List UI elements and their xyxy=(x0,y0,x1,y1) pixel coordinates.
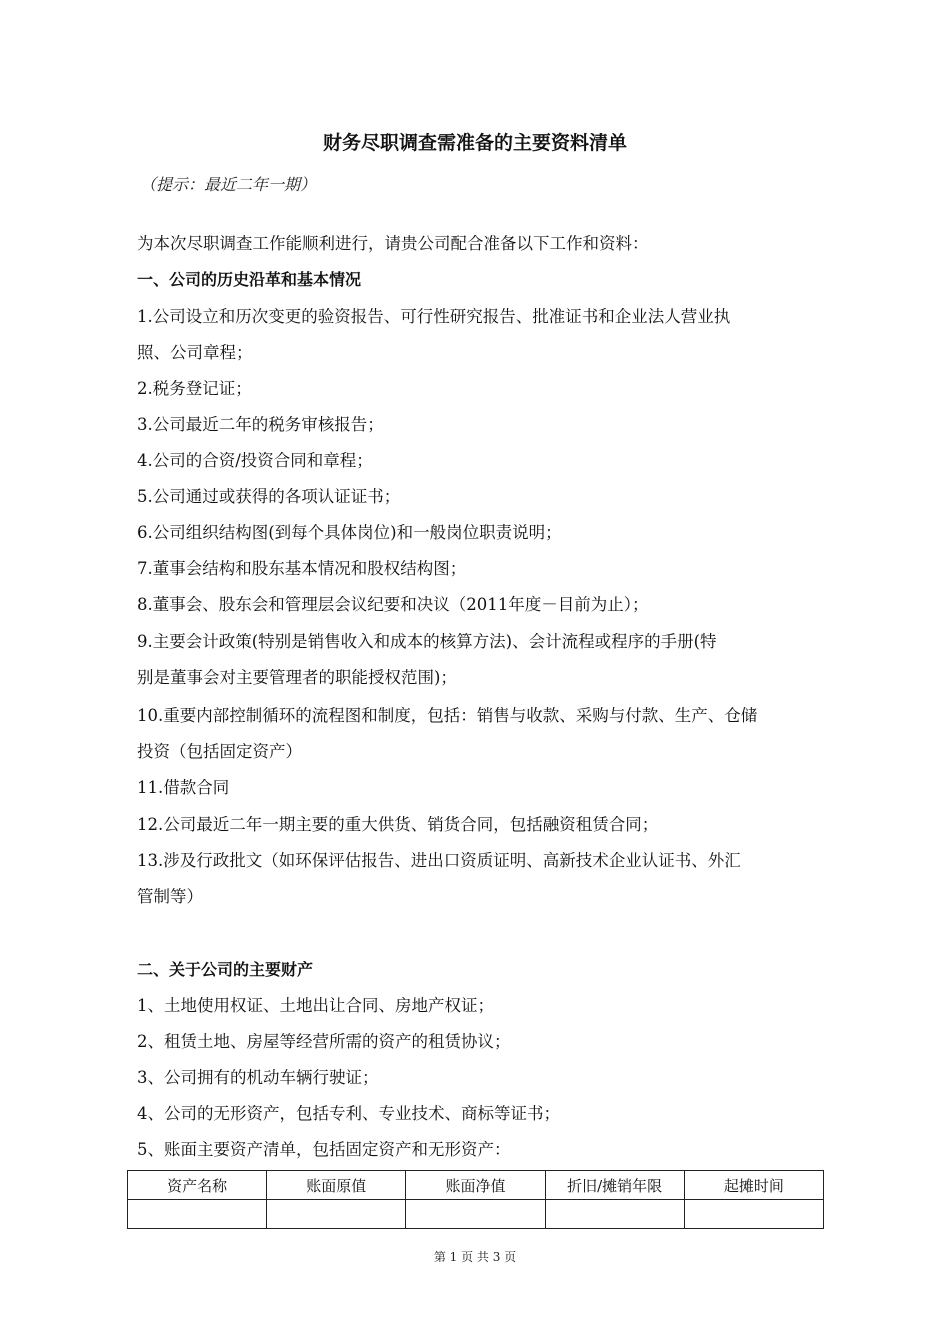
hint-text: （提示：最近二年一期） xyxy=(140,175,317,194)
section-1-heading: 一、公司的历史沿革和基本情况 xyxy=(137,270,362,289)
list-item: 别是董事会对主要管理者的职能授权范围)； xyxy=(137,668,457,687)
column-header: 资产名称 xyxy=(128,1171,267,1200)
list-item: 10.重要内部控制循环的流程图和制度，包括：销售与收款、采购与付款、生产、仓储 xyxy=(137,706,758,725)
page-title: 财务尽职调查需准备的主要资料清单 xyxy=(322,132,627,154)
column-header: 折旧/摊销年限 xyxy=(545,1171,684,1200)
list-item: 1.公司设立和历次变更的验资报告、可行性研究报告、批准证书和企业法人营业执 xyxy=(137,307,731,326)
page-footer: 第 1 页 共 3 页 xyxy=(433,1250,517,1264)
table-cell xyxy=(684,1200,823,1229)
column-header: 起摊时间 xyxy=(684,1171,823,1200)
list-item: 4、公司的无形资产，包括专利、专业技术、商标等证书； xyxy=(137,1104,560,1123)
list-item: 4.公司的合资/投资合同和章程； xyxy=(137,451,373,470)
table-row xyxy=(128,1200,824,1229)
asset-table xyxy=(127,1170,824,1229)
column-header: 账面原值 xyxy=(267,1171,406,1200)
list-item: 6.公司组织结构图(到每个具体岗位)和一般岗位职责说明； xyxy=(137,523,562,542)
list-item: 13.涉及行政批文（如环保评估报告、进出口资质证明、高新技术企业认证书、外汇 xyxy=(137,851,741,870)
table-header-row xyxy=(128,1171,824,1200)
list-item: 9.主要会计政策(特别是销售收入和成本的核算方法)、会计流程或程序的手册(特 xyxy=(137,632,717,651)
list-item: 11.借款合同 xyxy=(137,778,230,797)
list-item: 投资（包括固定资产） xyxy=(137,742,302,761)
list-item: 3、公司拥有的机动车辆行驶证； xyxy=(137,1068,379,1087)
table-cell xyxy=(267,1200,406,1229)
list-item: 2.税务登记证； xyxy=(137,379,252,398)
list-item: 1、土地使用权证、土地出让合同、房地产权证； xyxy=(137,996,494,1015)
table-cell xyxy=(545,1200,684,1229)
list-item: 3.公司最近二年的税务审核报告； xyxy=(137,415,384,434)
list-item: 7.董事会结构和股东基本情况和股权结构图； xyxy=(137,559,467,578)
list-item: 5、账面主要资产清单，包括固定资产和无形资产： xyxy=(137,1140,511,1159)
list-item: 5.公司通过或获得的各项认证证书； xyxy=(137,487,401,506)
list-item: 12.公司最近二年一期主要的重大供货、销货合同，包括融资租赁合同； xyxy=(137,815,659,834)
list-item: 管制等） xyxy=(137,887,203,906)
intro-text: 为本次尽职调查工作能顺利进行，请贵公司配合准备以下工作和资料： xyxy=(137,234,649,253)
column-header: 账面净值 xyxy=(406,1171,545,1200)
section-2-heading: 二、关于公司的主要财产 xyxy=(137,960,314,979)
list-item: 照、公司章程； xyxy=(137,343,253,362)
list-item: 2、租赁土地、房屋等经营所需的资产的租赁协议； xyxy=(137,1032,511,1051)
table-cell xyxy=(406,1200,545,1229)
table-cell xyxy=(128,1200,267,1229)
list-item: 8.董事会、股东会和管理层会议纪要和决议（2011年度－目前为止）； xyxy=(137,595,649,614)
